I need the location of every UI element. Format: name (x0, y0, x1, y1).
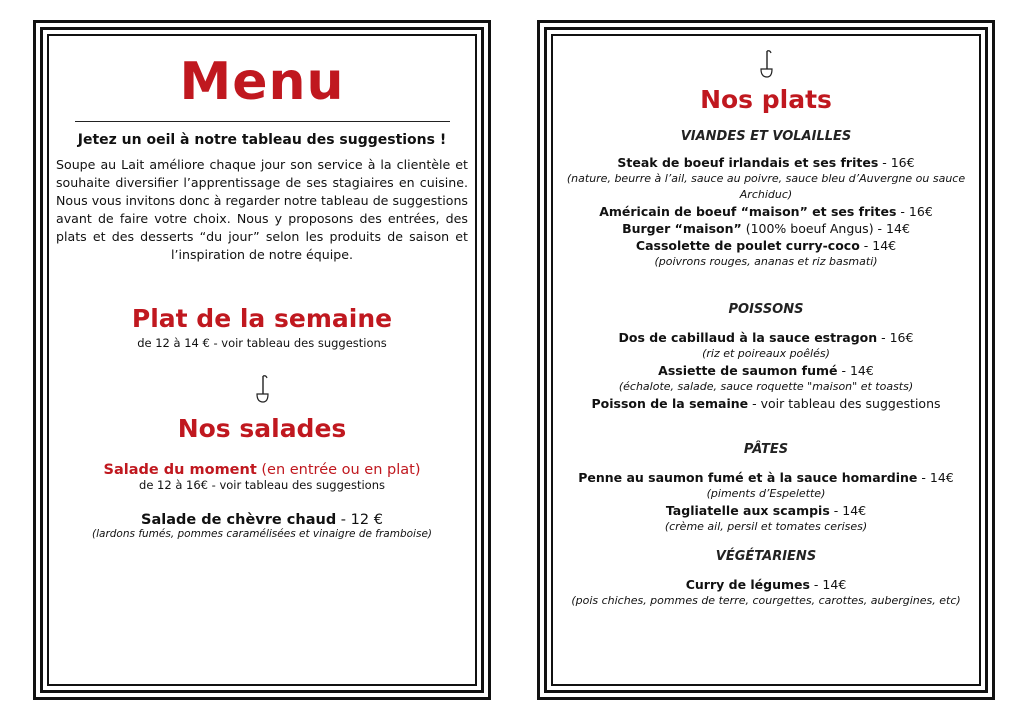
salade-chevre-price: - 12 € (336, 512, 383, 528)
salade-moment-name: Salade du moment (103, 462, 257, 478)
list-item (558, 362, 974, 379)
vegetariens-list (558, 576, 974, 609)
dish-note: (nature, beurre à l’ail, sauce au poivre, sauce bleu d’Auvergne ou sauce Archiduc) (566, 172, 966, 201)
dish-price: - 14€ (837, 363, 874, 378)
dish-name: Steak de boeuf irlandais et ses frites (617, 155, 879, 170)
plat-semaine-detail-text: de 12 à 14 € - voir tableau des suggestions (137, 336, 387, 350)
viandes-list (558, 154, 974, 270)
list-item (558, 502, 974, 519)
dish-note: (poivrons rouges, ananas et riz basmati) (654, 255, 878, 268)
poissons-list (558, 329, 974, 412)
dish-note: (crème ail, persil et tomates cerises) (664, 520, 868, 533)
dish-price: - 14€ (873, 221, 910, 236)
salade-moment-suffix: (en entrée ou en plat) (261, 462, 421, 478)
list-item (558, 576, 974, 593)
list-item (558, 395, 974, 412)
right-content (558, 49, 974, 675)
dish-name: Burger “maison” (622, 221, 742, 236)
dish-price: - 14€ (829, 503, 867, 518)
pates-list (558, 469, 974, 535)
dish-price: - 16€ (877, 330, 914, 345)
dish-note: (piments d’Espelette) (706, 487, 826, 500)
dish-price: - 14€ (809, 577, 847, 592)
dish-name: Cassolette de poulet curry-coco (635, 238, 860, 253)
dish-name: Poisson de la semaine (591, 396, 749, 411)
list-item (558, 154, 974, 171)
left-content (54, 45, 470, 675)
dish-price: - 14€ (917, 470, 954, 485)
dish-name: Tagliatelle aux scampis (665, 503, 830, 518)
plat-semaine-detail (54, 336, 470, 350)
dish-name: Curry de légumes (685, 577, 810, 592)
dish-extra: (100% boeuf Angus) (741, 221, 874, 236)
ladle-icon (255, 374, 269, 404)
dish-note: (riz et poireaux poêlés) (702, 347, 830, 360)
salade-moment-detail: de 12 à 16€ - voir tableau des suggestions (139, 478, 385, 492)
left-menu-panel (33, 20, 491, 700)
category-vegetariens: VÉGÉTARIENS (715, 549, 817, 564)
category-pates: PÂTES (743, 442, 789, 457)
list-item (558, 237, 974, 254)
dish-name: Dos de cabillaud à la sauce estragon (618, 330, 878, 345)
dish-note: (échalote, salade, sauce roquette "maison" et toasts) (618, 380, 914, 393)
salades-heading: Nos salades (177, 414, 347, 443)
dish-price: - 16€ (878, 155, 915, 170)
list-item (558, 469, 974, 486)
dish-name: Américain de boeuf “maison” et ses frites (599, 204, 897, 219)
salade-chevre-note: (lardons fumés, pommes caramélisées et vinaigre de framboise) (92, 528, 432, 540)
list-item (558, 220, 974, 237)
category-poissons: POISSONS (728, 302, 804, 317)
dish-note: (pois chiches, pommes de terre, courgettes, carottes, aubergines, etc) (571, 594, 961, 607)
salade-chevre-name: Salade de chèvre chaud (141, 512, 337, 528)
plat-semaine-heading: Plat de la semaine (131, 304, 393, 333)
suggestions-subtitle: Jetez un oeil à notre tableau des suggestions ! (77, 132, 447, 148)
ladle-icon (759, 49, 773, 79)
menu-title: Menu (179, 52, 345, 112)
dish-price: - voir tableau des suggestions (748, 396, 941, 411)
salade-chevre-line (54, 512, 470, 528)
dish-price: - 14€ (859, 238, 897, 253)
intro-paragraph: Soupe au Lait améliore chaque jour son service à la clientèle et souhaite diversifier l’apprentissage de ses stagiaires en cuisine. Nous vous invitons donc à regarder notre tableau de suggestions avant de faire votre choix. Nous y proposons des entrées, des plats et des desserts “du jour” selon les produits de saison et l’inspiration de notre équipe. (56, 157, 468, 262)
title-divider (75, 121, 450, 122)
dish-price: - 16€ (896, 204, 933, 219)
list-item (558, 329, 974, 346)
plats-heading: Nos plats (700, 85, 832, 114)
right-menu-panel (537, 20, 995, 700)
list-item (558, 203, 974, 220)
salade-moment-line (54, 462, 470, 478)
dish-name: Assiette de saumon fumé (658, 363, 838, 378)
category-viandes: VIANDES ET VOLAILLES (680, 129, 852, 144)
dish-name: Penne au saumon fumé et à la sauce homardine (578, 470, 918, 485)
